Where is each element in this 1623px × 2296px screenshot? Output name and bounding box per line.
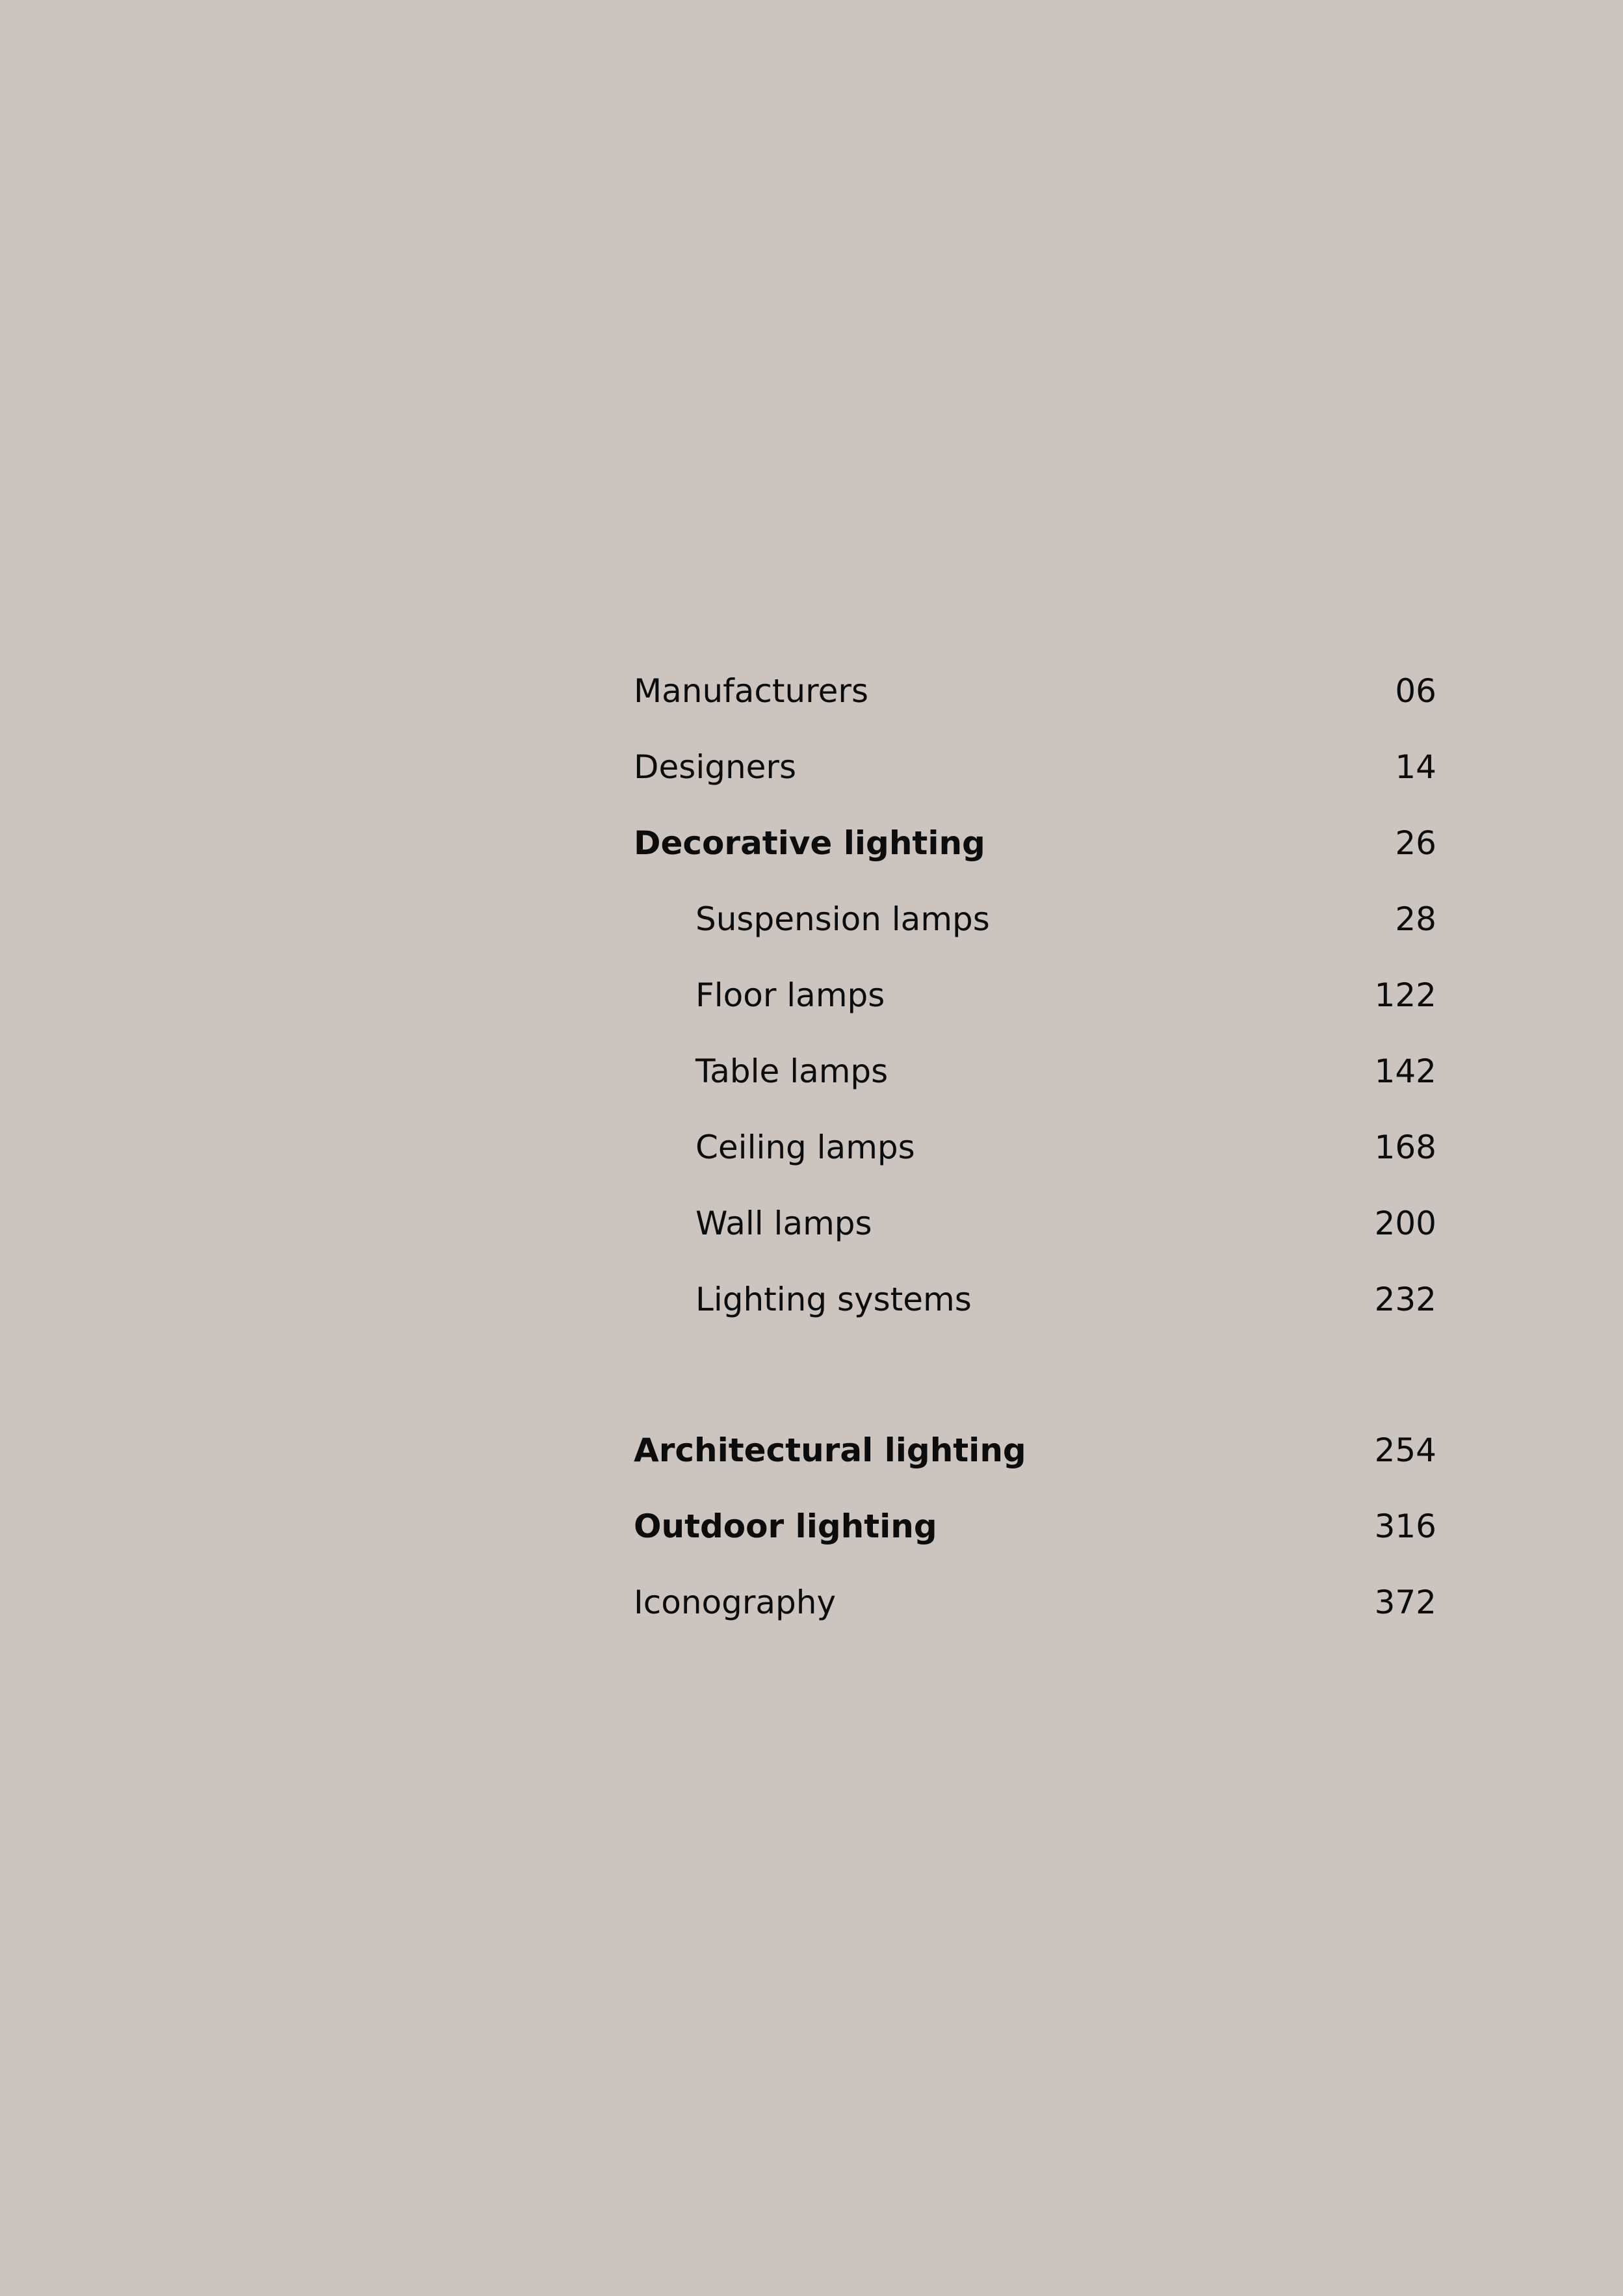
toc-entry-label: Iconography bbox=[634, 1583, 837, 1621]
toc-page-number: 26 bbox=[1395, 824, 1436, 862]
toc-entry-manufacturers[interactable] bbox=[634, 653, 1436, 729]
toc-entry-floor-lamps[interactable] bbox=[634, 957, 1436, 1033]
toc-subentry-label: Lighting systems bbox=[695, 1280, 972, 1318]
toc-entry-outdoor-lighting[interactable] bbox=[634, 1488, 1436, 1564]
toc-subentry-label: Wall lamps bbox=[695, 1204, 872, 1242]
toc-section-heading: Decorative lighting bbox=[634, 824, 985, 862]
toc-page-number: 142 bbox=[1374, 1052, 1436, 1090]
toc-subentry-label: Table lamps bbox=[695, 1052, 889, 1090]
toc-entry-designers[interactable] bbox=[634, 729, 1436, 805]
toc-page-number: 28 bbox=[1395, 900, 1436, 938]
toc-page-number: 232 bbox=[1374, 1280, 1436, 1318]
toc-entry-label: Manufacturers bbox=[634, 672, 869, 710]
toc-entry-table-lamps[interactable] bbox=[634, 1033, 1436, 1109]
toc-entry-label: Designers bbox=[634, 748, 796, 786]
toc-entry-iconography[interactable] bbox=[634, 1564, 1436, 1640]
toc-subentry-label: Ceiling lamps bbox=[695, 1128, 915, 1166]
toc-page-number: 254 bbox=[1374, 1431, 1436, 1469]
toc-page-number: 372 bbox=[1374, 1583, 1436, 1621]
toc-entry-suspension-lamps[interactable] bbox=[634, 881, 1436, 957]
toc-page-number: 06 bbox=[1395, 672, 1436, 710]
toc-page-number: 316 bbox=[1374, 1507, 1436, 1545]
toc-section-heading: Architectural lighting bbox=[634, 1431, 1026, 1469]
toc-group-spacer bbox=[634, 1337, 1436, 1412]
toc-subentry-label: Floor lamps bbox=[695, 976, 885, 1014]
toc-page-number: 14 bbox=[1395, 748, 1436, 786]
toc-subentry-label: Suspension lamps bbox=[695, 900, 990, 938]
toc-page-number: 122 bbox=[1374, 976, 1436, 1014]
table-of-contents bbox=[634, 653, 1436, 1640]
toc-entry-architectural-lighting[interactable] bbox=[634, 1412, 1436, 1488]
toc-page-number: 200 bbox=[1374, 1204, 1436, 1242]
toc-entry-decorative-lighting[interactable] bbox=[634, 805, 1436, 881]
toc-entry-lighting-systems[interactable] bbox=[634, 1261, 1436, 1337]
toc-entry-wall-lamps[interactable] bbox=[634, 1185, 1436, 1261]
toc-entry-ceiling-lamps[interactable] bbox=[634, 1109, 1436, 1185]
toc-section-heading: Outdoor lighting bbox=[634, 1507, 937, 1545]
toc-page-number: 168 bbox=[1374, 1128, 1436, 1166]
